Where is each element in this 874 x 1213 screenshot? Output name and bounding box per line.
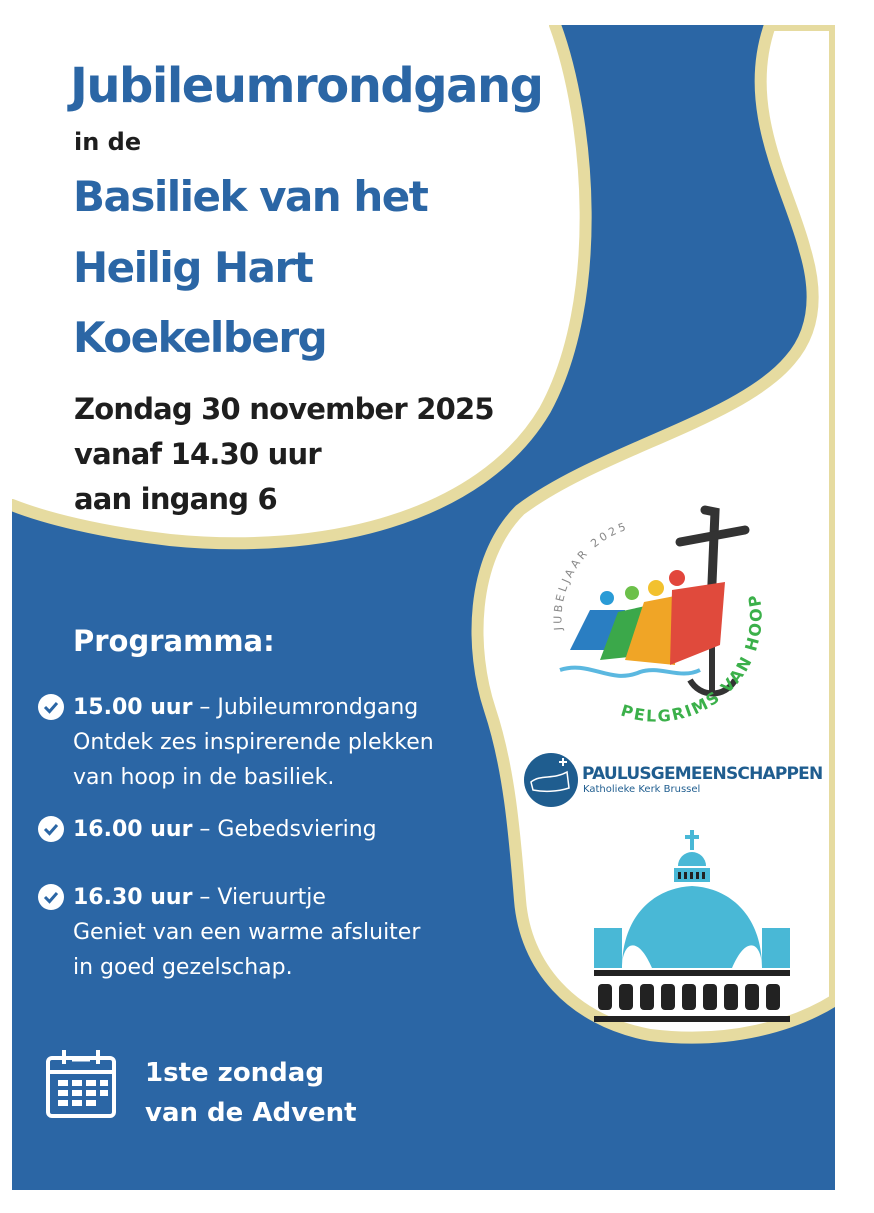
jubilee-arc-text: JUBELJAAR 2025 [551,519,631,631]
program-item-desc: van hoop in de basiliek. [73,765,335,790]
program-item-title: – Gebedsviering [192,817,377,842]
jubilee-motto: PELGRIMS VAN HOOP [618,591,766,726]
check-icon [38,694,64,720]
subtitle-prefix: in de [74,128,142,156]
paulus-name: PAULUSGEMEENSCHAPPEN [582,764,823,784]
event-time: vanaf 14.30 uur [74,437,321,471]
program-item-time: 16.00 uur [73,817,193,842]
paulus-tagline: Katholieke Kerk Brussel [583,784,701,795]
program-item-2 [73,812,377,847]
jubilee-2025-logo [540,500,800,740]
program-item-time: 16.30 uur [73,885,193,910]
program-item-title: – Jubileumrondgang [192,695,419,720]
event-place: aan ingang 6 [74,482,277,516]
paulus-logo-emblem [523,752,579,808]
program-heading: Programma: [73,624,275,658]
location-line-3: Koekelberg [73,313,327,362]
program-item-3 [73,880,420,985]
advent-label [145,1053,357,1133]
check-icon [38,816,64,842]
program-item-desc: Ontdek zes inspirerende plekken [73,730,434,755]
advent-line-2: van de Advent [145,1098,357,1128]
check-icon [38,884,64,910]
program-item-time: 15.00 uur [73,695,193,720]
program-item-desc: Geniet van een warme afsluiter [73,920,421,945]
program-item-1 [73,690,434,795]
location-line-1: Basiliek van het [73,172,428,221]
advent-line-1: 1ste zondag [145,1058,324,1088]
poster-title: Jubileumrondgang [70,58,543,114]
program-item-desc: in goed gezelschap. [73,955,293,980]
event-date: Zondag 30 november 2025 [74,392,494,426]
basilica-icon [592,828,792,1033]
calendar-icon [44,1048,118,1120]
location-line-2: Heilig Hart [73,243,313,292]
program-item-title: – Vieruurtje [192,885,326,910]
